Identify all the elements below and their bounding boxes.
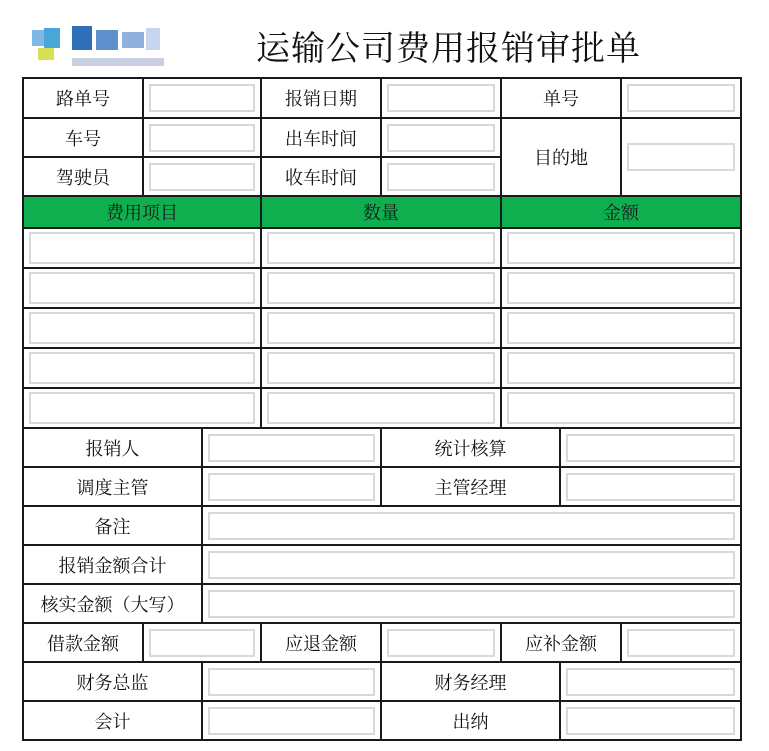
expense-item-cell [23, 268, 261, 308]
quantity-cell [261, 308, 501, 348]
quantity-field[interactable] [267, 392, 495, 424]
supplement-amount-cell [621, 623, 741, 662]
quantity-field[interactable] [267, 272, 495, 304]
logo-tagline [72, 58, 164, 66]
quantity-cell [261, 228, 501, 268]
dispatch-supervisor-field[interactable] [208, 473, 375, 501]
expense-item-cell [23, 348, 261, 388]
amount-cell [501, 348, 741, 388]
manager-cell [560, 467, 741, 506]
company-logo [26, 22, 164, 68]
label-driver: 驾驶员 [23, 157, 143, 196]
label-vehicle-no: 车号 [23, 118, 143, 157]
supplement-amount-field[interactable] [627, 629, 735, 657]
label-claim-total: 报销金额合计 [23, 545, 202, 584]
table-row [23, 308, 741, 348]
claim-total-cell [202, 545, 741, 584]
column-header-expense-item: 费用项目 [23, 196, 261, 228]
expense-item-cell [23, 228, 261, 268]
logo-block [32, 30, 44, 46]
amount-field[interactable] [507, 272, 735, 304]
logo-block [122, 32, 144, 48]
table-row [23, 348, 741, 388]
statistics-cell [560, 428, 741, 467]
label-finance-director: 财务总监 [23, 662, 202, 701]
finance-director-cell [202, 662, 381, 701]
expense-item-field[interactable] [29, 352, 255, 384]
logo-block [146, 28, 160, 50]
label-accountant: 会计 [23, 701, 202, 740]
expense-item-field[interactable] [29, 312, 255, 344]
depart-time-field[interactable] [387, 124, 495, 152]
label-verified-amount: 核实金额（大写） [23, 584, 202, 623]
waybill-no-cell [143, 78, 261, 118]
table-row [23, 268, 741, 308]
label-cashier: 出纳 [381, 701, 560, 740]
claim-date-cell [381, 78, 501, 118]
return-time-cell [381, 157, 501, 196]
logo-block [72, 26, 92, 50]
quantity-field[interactable] [267, 232, 495, 264]
amount-field[interactable] [507, 312, 735, 344]
manager-field[interactable] [566, 473, 735, 501]
accountant-field[interactable] [208, 707, 375, 735]
label-remarks: 备注 [23, 506, 202, 545]
destination-field[interactable] [627, 143, 735, 171]
vehicle-no-field[interactable] [149, 124, 255, 152]
claim-total-field[interactable] [208, 551, 735, 579]
doc-no-cell [621, 78, 741, 118]
quantity-field[interactable] [267, 312, 495, 344]
label-doc-no: 单号 [501, 78, 621, 118]
amount-cell [501, 228, 741, 268]
label-claimant: 报销人 [23, 428, 202, 467]
label-claim-date: 报销日期 [261, 78, 381, 118]
label-depart-time: 出车时间 [261, 118, 381, 157]
table-row [23, 388, 741, 428]
dispatch-supervisor-cell [202, 467, 381, 506]
amount-field[interactable] [507, 352, 735, 384]
claimant-field[interactable] [208, 434, 375, 462]
driver-cell [143, 157, 261, 196]
loan-amount-field[interactable] [149, 629, 255, 657]
expense-approval-form [22, 77, 742, 741]
cashier-cell [560, 701, 741, 740]
table-row [23, 228, 741, 268]
verified-amount-cell [202, 584, 741, 623]
finance-manager-cell [560, 662, 741, 701]
quantity-field[interactable] [267, 352, 495, 384]
remarks-cell [202, 506, 741, 545]
verified-amount-field[interactable] [208, 590, 735, 618]
loan-amount-cell [143, 623, 261, 662]
accountant-cell [202, 701, 381, 740]
claimant-cell [202, 428, 381, 467]
expense-item-cell [23, 308, 261, 348]
quantity-cell [261, 388, 501, 428]
quantity-cell [261, 348, 501, 388]
remarks-field[interactable] [208, 512, 735, 540]
label-destination: 目的地 [501, 118, 621, 196]
logo-block [44, 28, 60, 48]
label-manager: 主管经理 [381, 467, 560, 506]
label-supplement-amount: 应补金额 [501, 623, 621, 662]
amount-field[interactable] [507, 232, 735, 264]
finance-director-field[interactable] [208, 668, 375, 696]
label-waybill-no: 路单号 [23, 78, 143, 118]
destination-cell [621, 118, 741, 196]
logo-block [38, 48, 54, 60]
amount-cell [501, 308, 741, 348]
refund-amount-cell [381, 623, 501, 662]
expense-item-cell [23, 388, 261, 428]
column-header-amount: 金额 [501, 196, 741, 228]
statistics-field[interactable] [566, 434, 735, 462]
label-refund-amount: 应退金额 [261, 623, 381, 662]
label-loan-amount: 借款金额 [23, 623, 143, 662]
expense-item-field[interactable] [29, 392, 255, 424]
quantity-cell [261, 268, 501, 308]
waybill-no-field[interactable] [149, 84, 255, 112]
depart-time-cell [381, 118, 501, 157]
refund-amount-field[interactable] [387, 629, 495, 657]
column-header-quantity: 数量 [261, 196, 501, 228]
return-time-field[interactable] [387, 163, 495, 191]
claim-date-field[interactable] [387, 84, 495, 112]
finance-manager-field[interactable] [566, 668, 735, 696]
vehicle-no-cell [143, 118, 261, 157]
doc-no-field[interactable] [627, 84, 735, 112]
amount-cell [501, 268, 741, 308]
expense-item-field[interactable] [29, 272, 255, 304]
amount-cell [501, 388, 741, 428]
label-dispatch-supervisor: 调度主管 [23, 467, 202, 506]
label-return-time: 收车时间 [261, 157, 381, 196]
label-finance-manager: 财务经理 [381, 662, 560, 701]
driver-field[interactable] [149, 163, 255, 191]
expense-item-field[interactable] [29, 232, 255, 264]
amount-field[interactable] [507, 392, 735, 424]
cashier-field[interactable] [566, 707, 735, 735]
page-title: 运输公司费用报销审批单 [256, 29, 641, 69]
label-statistics: 统计核算 [381, 428, 560, 467]
logo-block [96, 30, 118, 50]
